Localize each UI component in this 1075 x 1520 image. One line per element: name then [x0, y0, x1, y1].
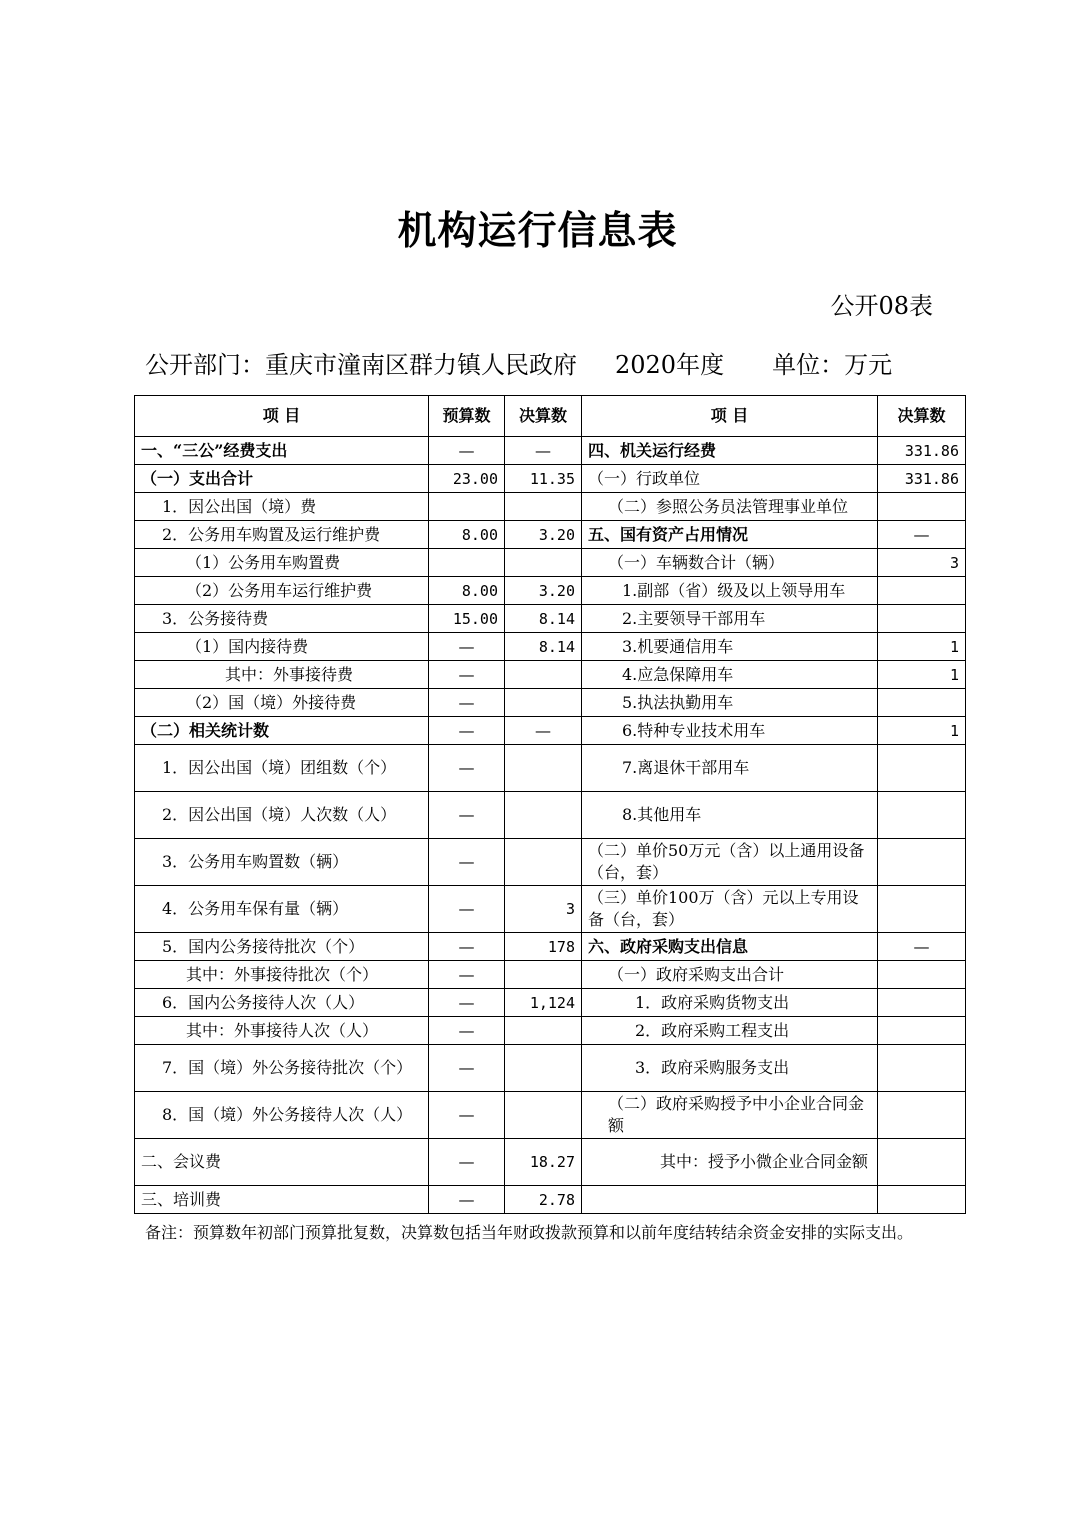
- right-item: （一）车辆数合计（辆）: [582, 549, 878, 577]
- final-value: —: [505, 717, 582, 745]
- budget-value: —: [429, 689, 505, 717]
- page-title: 机构运行信息表: [397, 208, 678, 254]
- budget-value: —: [429, 933, 505, 961]
- table-row: [135, 1186, 966, 1214]
- left-item: （一）支出合计: [135, 465, 429, 493]
- final-value: 3.20: [505, 521, 582, 549]
- budget-value: [429, 493, 505, 521]
- left-item: 其中：外事接待人次（人）: [135, 1017, 429, 1045]
- table-row: [135, 521, 966, 549]
- left-item: （1）公务用车购置费: [135, 549, 429, 577]
- right-final-value: [878, 1045, 966, 1092]
- left-item: 二、会议费: [135, 1139, 429, 1186]
- budget-value: —: [429, 1139, 505, 1186]
- right-item: （三）单价100万（含）元以上专用设备（台，套）: [582, 886, 878, 933]
- table-row: [135, 989, 966, 1017]
- final-value: 178: [505, 933, 582, 961]
- final-value: [505, 1017, 582, 1045]
- right-final-value: [878, 886, 966, 933]
- final-value: [505, 792, 582, 839]
- budget-value: —: [429, 1186, 505, 1214]
- right-item: 2．政府采购工程支出: [582, 1017, 878, 1045]
- right-final-value: [878, 745, 966, 792]
- info-table: [134, 395, 966, 1214]
- table-row: [135, 633, 966, 661]
- final-value: 11.35: [505, 465, 582, 493]
- right-item: 3．政府采购服务支出: [582, 1045, 878, 1092]
- table-header-row: [135, 396, 966, 437]
- final-value: [505, 493, 582, 521]
- table-row: [135, 1045, 966, 1092]
- header-item-right: 项 目: [582, 396, 878, 437]
- right-item: （一）政府采购支出合计: [582, 961, 878, 989]
- budget-value: —: [429, 745, 505, 792]
- left-item: 3．公务接待费: [135, 605, 429, 633]
- right-final-value: [878, 1186, 966, 1214]
- right-item: 1．政府采购货物支出: [582, 989, 878, 1017]
- table-row: [135, 886, 966, 933]
- table-row: [135, 1017, 966, 1045]
- year-label: 2020年度: [615, 351, 725, 379]
- table-row: [135, 792, 966, 839]
- final-value: 18.27: [505, 1139, 582, 1186]
- right-final-value: [878, 605, 966, 633]
- right-final-value: 3: [878, 549, 966, 577]
- right-final-value: 331.86: [878, 465, 966, 493]
- final-value: 8.14: [505, 605, 582, 633]
- budget-value: 15.00: [429, 605, 505, 633]
- left-item: （2）国（境）外接待费: [135, 689, 429, 717]
- budget-value: —: [429, 1017, 505, 1045]
- right-item: （二）政府采购授予中小企业合同金额: [582, 1092, 878, 1139]
- right-final-value: [878, 1092, 966, 1139]
- final-value: [505, 549, 582, 577]
- table-row: [135, 1092, 966, 1139]
- budget-value: —: [429, 661, 505, 689]
- budget-value: 23.00: [429, 465, 505, 493]
- table-row: [135, 961, 966, 989]
- header-budget: 预算数: [429, 396, 505, 437]
- department-label: 公开部门：重庆市潼南区群力镇人民政府: [145, 351, 577, 379]
- budget-value: —: [429, 1045, 505, 1092]
- right-item: 7.离退休干部用车: [582, 745, 878, 792]
- final-value: 3: [505, 886, 582, 933]
- left-item: 4．公务用车保有量（辆）: [135, 886, 429, 933]
- right-item: 8.其他用车: [582, 792, 878, 839]
- right-final-value: [878, 577, 966, 605]
- right-final-value: [878, 1139, 966, 1186]
- right-final-value: [878, 989, 966, 1017]
- right-item: 3.机要通信用车: [582, 633, 878, 661]
- left-item: 其中：外事接待费: [135, 661, 429, 689]
- budget-value: —: [429, 717, 505, 745]
- right-item: 四、机关运行经费: [582, 437, 878, 465]
- unit-label: 单位：万元: [772, 351, 893, 379]
- table-row: [135, 933, 966, 961]
- final-value: 1,124: [505, 989, 582, 1017]
- right-item: （一）行政单位: [582, 465, 878, 493]
- right-final-value: [878, 1017, 966, 1045]
- final-value: —: [505, 437, 582, 465]
- right-item: 1.副部（省）级及以上领导用车: [582, 577, 878, 605]
- table-row: [135, 493, 966, 521]
- final-value: [505, 839, 582, 886]
- final-value: 2.78: [505, 1186, 582, 1214]
- table-row: [135, 745, 966, 792]
- header-final-left: 决算数: [505, 396, 582, 437]
- budget-value: —: [429, 989, 505, 1017]
- table-row: [135, 689, 966, 717]
- left-item: 3．公务用车购置数（辆）: [135, 839, 429, 886]
- left-item: 7．国（境）外公务接待批次（个）: [135, 1045, 429, 1092]
- table-row: [135, 465, 966, 493]
- table-row: [135, 839, 966, 886]
- budget-value: 8.00: [429, 577, 505, 605]
- final-value: 3.20: [505, 577, 582, 605]
- table-row: [135, 661, 966, 689]
- budget-value: —: [429, 1092, 505, 1139]
- left-item: 5．国内公务接待批次（个）: [135, 933, 429, 961]
- budget-value: —: [429, 633, 505, 661]
- final-value: [505, 1045, 582, 1092]
- right-final-value: [878, 961, 966, 989]
- final-value: [505, 745, 582, 792]
- final-value: [505, 1092, 582, 1139]
- right-item: 5.执法执勤用车: [582, 689, 878, 717]
- right-item: [582, 1186, 878, 1214]
- header-item-left: 项 目: [135, 396, 429, 437]
- right-final-value: —: [878, 933, 966, 961]
- right-item-text: 其中：授予小微企业合同金额: [660, 1152, 869, 1171]
- right-item: 六、政府采购支出信息: [582, 933, 878, 961]
- right-final-value: 1: [878, 633, 966, 661]
- left-item: 8．国（境）外公务接待人次（人）: [135, 1092, 429, 1139]
- right-final-value: 331.86: [878, 437, 966, 465]
- budget-value: 8.00: [429, 521, 505, 549]
- table-row: [135, 549, 966, 577]
- right-item: 6.特种专业技术用车: [582, 717, 878, 745]
- header-final-right: 决算数: [878, 396, 966, 437]
- table-row: [135, 1139, 966, 1186]
- left-item: 其中：外事接待批次（个）: [135, 961, 429, 989]
- budget-value: —: [429, 839, 505, 886]
- left-item: （2）公务用车运行维护费: [135, 577, 429, 605]
- final-value: 8.14: [505, 633, 582, 661]
- left-item: 一、“三公”经费支出: [135, 437, 429, 465]
- table-row: [135, 437, 966, 465]
- budget-value: [429, 549, 505, 577]
- right-item: 五、国有资产占用情况: [582, 521, 878, 549]
- right-item: 2.主要领导干部用车: [582, 605, 878, 633]
- right-item: [582, 1139, 878, 1186]
- budget-value: —: [429, 961, 505, 989]
- budget-value: —: [429, 792, 505, 839]
- right-item: 4.应急保障用车: [582, 661, 878, 689]
- left-item: 1．因公出国（境）团组数（个）: [135, 745, 429, 792]
- left-item: （二）相关统计数: [135, 717, 429, 745]
- right-final-value: 1: [878, 717, 966, 745]
- left-item: 三、培训费: [135, 1186, 429, 1214]
- right-final-value: [878, 493, 966, 521]
- right-final-value: 1: [878, 661, 966, 689]
- left-item: 6．国内公务接待人次（人）: [135, 989, 429, 1017]
- left-item: 2．公务用车购置及运行维护费: [135, 521, 429, 549]
- final-value: [505, 689, 582, 717]
- right-item: （二）参照公务员法管理事业单位: [582, 493, 878, 521]
- right-final-value: [878, 792, 966, 839]
- right-final-value: —: [878, 521, 966, 549]
- table-row: [135, 577, 966, 605]
- budget-value: —: [429, 437, 505, 465]
- left-item: 1．因公出国（境）费: [135, 493, 429, 521]
- table-row: [135, 717, 966, 745]
- right-final-value: [878, 839, 966, 886]
- budget-value: —: [429, 886, 505, 933]
- footnote: 备注：预算数年初部门预算批复数，决算数包括当年财政拨款预算和以前年度结转结余资金安排的实际支出。: [145, 1223, 914, 1242]
- left-item: 2．因公出国（境）人次数（人）: [135, 792, 429, 839]
- right-final-value: [878, 689, 966, 717]
- right-item: （二）单价50万元（含）以上通用设备（台，套）: [582, 839, 878, 886]
- final-value: [505, 661, 582, 689]
- left-item: （1）国内接待费: [135, 633, 429, 661]
- form-number: 公开08表: [830, 292, 933, 320]
- table-row: [135, 605, 966, 633]
- final-value: [505, 961, 582, 989]
- report-meta: [145, 348, 892, 382]
